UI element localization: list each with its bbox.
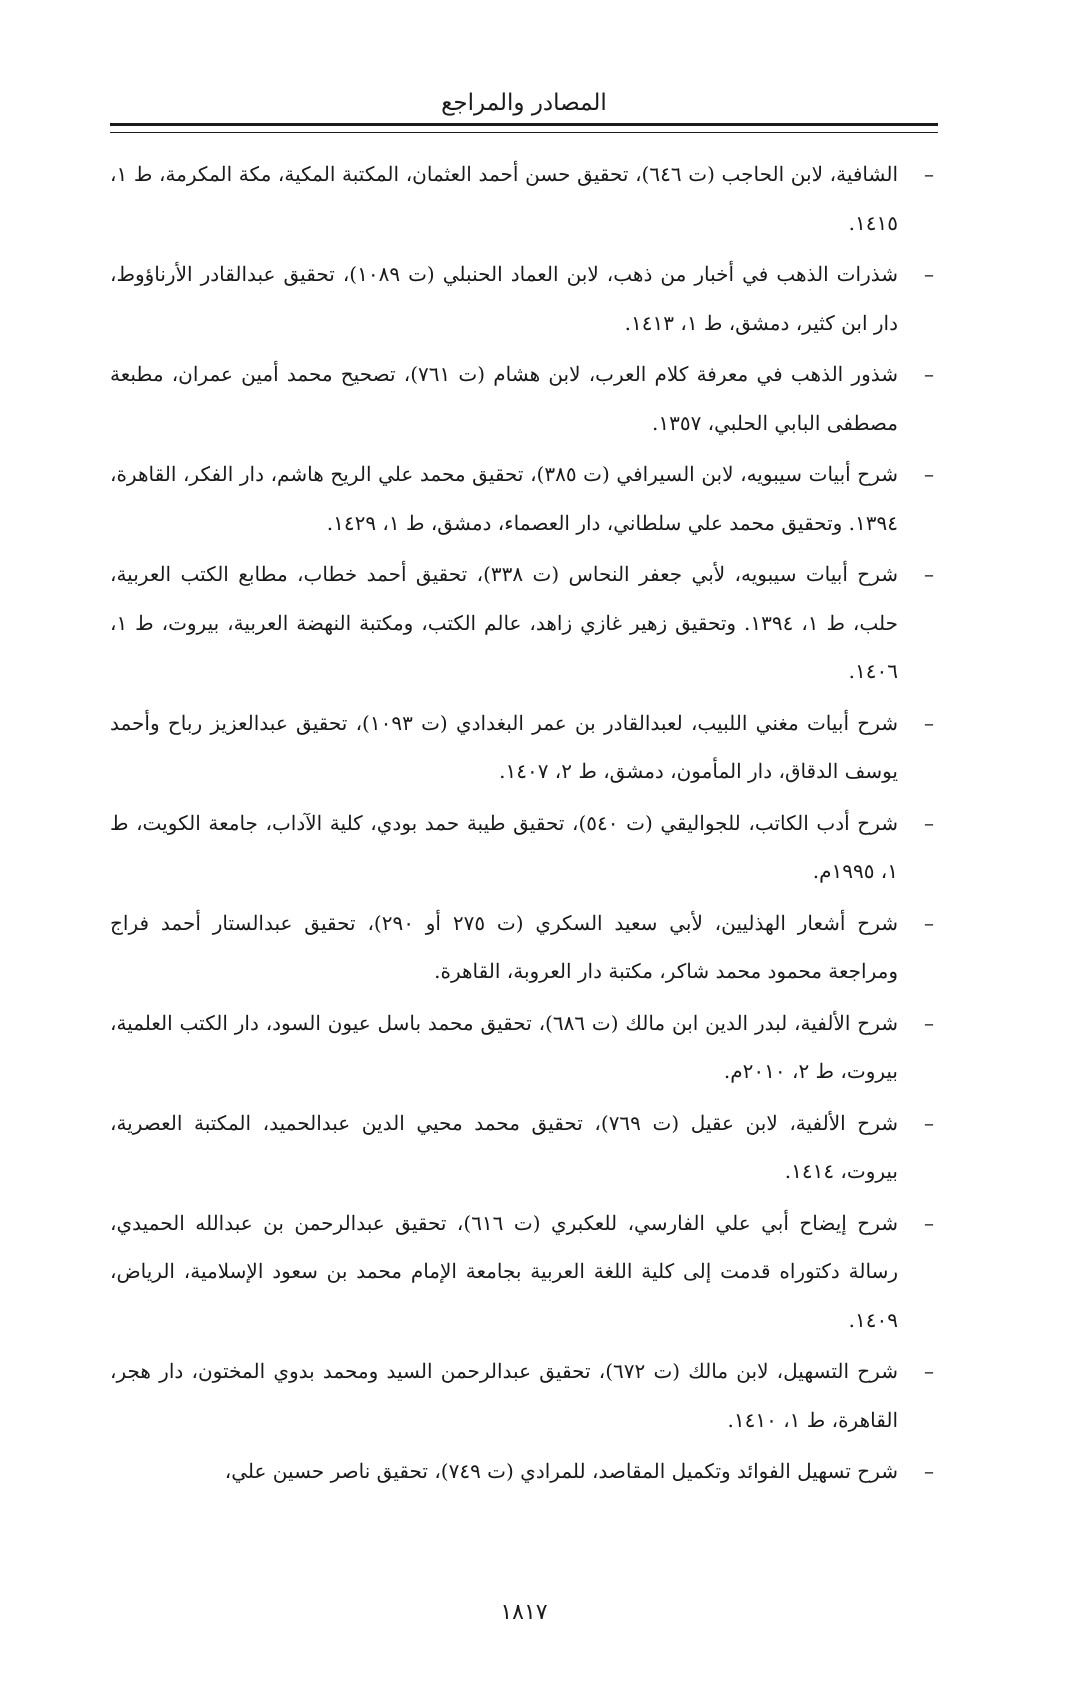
dash-bullet: –	[924, 1210, 934, 1235]
dash-bullet: –	[924, 262, 934, 286]
entry-text: شرح التسهيل، لابن مالك (ت ٦٧٢)، تحقيق عبدالرحمن السيد ومحمد بدوي المختون، دار هجر، القاهرة، ط ١، ١٤١٠.	[110, 1359, 898, 1432]
entry-text: شرح تسهيل الفوائد وتكميل المقاصد، للمرادي (ت ٧٤٩)، تحقيق ناصر حسين علي،	[224, 1459, 898, 1483]
dash-bullet: –	[924, 162, 934, 186]
entry-text: شرح إيضاح أبي علي الفارسي، للعكبري (ت ٦١٦)، تحقيق عبدالرحمن بن عبدالله الحميدي، رسالة دكتوراه قدمت إلى كلية اللغة العربية بجامعة الإمام محمد بن سعود الإسلامية، الرياض، ١٤٠٩.	[110, 1210, 898, 1332]
dash-bullet: –	[924, 1359, 934, 1383]
entry-text: شرح أبيات مغني اللبيب، لعبدالقادر بن عمر البغدادي (ت ١٠٩٣)، تحقيق عبدالعزيز رباح وأحمد يوسف الدقاق، دار المأمون، دمشق، ط ٢، ١٤٠٧.	[110, 710, 899, 783]
dash-bullet: –	[924, 462, 934, 486]
dash-bullet: –	[924, 562, 934, 586]
entry-text: شرح أدب الكاتب، للجواليقي (ت ٥٤٠)، تحقيق طيبة حمد بودي، كلية الآداب، جامعة الكويت، ط ١، ١٩٩٥م.	[110, 810, 898, 883]
entry-text: شرح الألفية، لابن عقيل (ت ٧٦٩)، تحقيق محمد محيي الدين عبدالحميد، المكتبة العصرية، بيروت، ١٤١٤.	[110, 1110, 899, 1183]
bibliography-entry	[110, 150, 938, 247]
dash-bullet: –	[924, 1110, 934, 1135]
header-rule-thin	[110, 132, 938, 133]
entry-text: شرح أبيات سيبويه، لابن السيرافي (ت ٣٨٥)، تحقيق محمد علي الريح هاشم، دار الفكر، القاهرة، ١٣٩٤. وتحقيق محمد علي سلطاني، دار العصماء، دمشق، ط ١، ١٤٢٩.	[110, 462, 898, 535]
entry-text: شرح أشعار الهذليين، لأبي سعيد السكري (ت ٢٧٥ أو ٢٩٠)، تحقيق عبدالستار أحمد فراج ومراجعة محمود محمد شاكر، مكتبة دار العروبة، القاهرة.	[110, 910, 898, 983]
bibliography-entry	[110, 999, 938, 1096]
dash-bullet: –	[924, 1459, 934, 1483]
page-number: ١٨١٧	[500, 1600, 548, 1625]
bibliography-entry	[110, 250, 938, 347]
entry-text: شذور الذهب في معرفة كلام العرب، لابن هشام (ت ٧٦١)، تصحيح محمد أمين عمران، مطبعة مصطفى البابي الحلبي، ١٣٥٧.	[110, 362, 898, 435]
bibliography-list	[110, 150, 938, 1499]
bibliography-entry	[110, 550, 938, 696]
bibliography-entry	[110, 1347, 938, 1444]
bibliography-entry	[110, 799, 938, 896]
bibliography-entry	[110, 699, 938, 796]
bibliography-entry	[110, 450, 938, 547]
dash-bullet: –	[924, 710, 934, 735]
entry-text: الشافية، لابن الحاجب (ت ٦٤٦)، تحقيق حسن أحمد العثمان، المكتبة المكية، مكة المكرمة، ط ١، ١٤١٥.	[110, 162, 898, 235]
entry-text: شذرات الذهب في أخبار من ذهب، لابن العماد الحنبلي (ت ١٠٨٩)، تحقيق عبدالقادر الأرناؤوط، دار ابن كثير، دمشق، ط ١، ١٤١٣.	[110, 262, 898, 335]
entry-text: شرح أبيات سيبويه، لأبي جعفر النحاس (ت ٣٣٨)، تحقيق أحمد خطاب، مطابع الكتب العربية، حلب، ط ١، ١٣٩٤. وتحقيق زهير غازي زاهد، عالم الكتب، ومكتبة النهضة العربية، بيروت، ط ١، ١٤٠٦.	[110, 562, 899, 683]
header-rule-thick	[110, 123, 938, 126]
bibliography-entry	[110, 1199, 938, 1345]
bibliography-entry	[110, 350, 938, 447]
dash-bullet: –	[924, 362, 934, 386]
dash-bullet: –	[924, 910, 934, 935]
dash-bullet: –	[924, 810, 934, 835]
dash-bullet: –	[924, 1010, 934, 1035]
bibliography-entry	[110, 899, 938, 996]
running-head-title: المصادر والمراجع	[441, 90, 607, 116]
bibliography-entry	[110, 1447, 938, 1496]
bibliography-entry	[110, 1099, 938, 1196]
entry-text: شرح الألفية، لبدر الدين ابن مالك (ت ٦٨٦)، تحقيق محمد باسل عيون السود، دار الكتب العلمية، بيروت، ط ٢، ٢٠١٠م.	[110, 1010, 898, 1083]
